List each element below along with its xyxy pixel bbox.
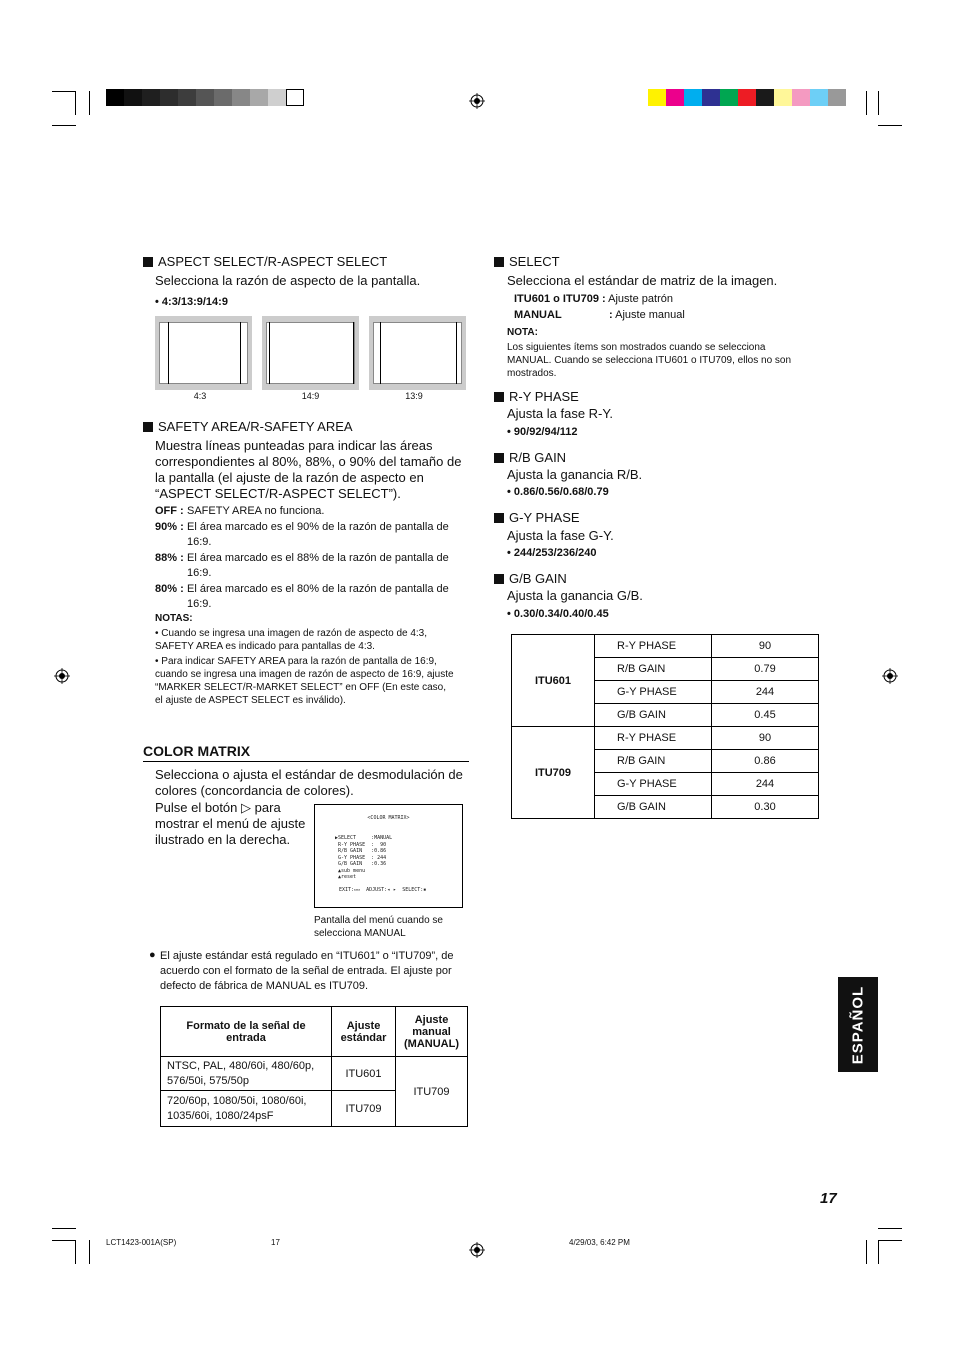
bullet-dot-icon: ● — [149, 949, 156, 961]
menu-line: ▲sub menu — [335, 867, 366, 874]
bullet-square-icon — [494, 453, 504, 463]
color-swatch — [756, 89, 774, 106]
nota-text: Los siguientes ítems son mostrados cuando se selecciona MANUAL. Cuando se selecciona ITU601 o ITU709, ellos no son mostrados. — [507, 342, 792, 379]
menu-line: G/B GAIN :0.36 — [335, 861, 387, 867]
color-swatch — [232, 89, 250, 106]
menu-caption: Pantalla del menú cuando se selecciona MANUAL — [314, 915, 443, 939]
table-row: ITU601 R-Y PHASE 90 — [512, 635, 819, 658]
select-description: Selecciona el estándar de matriz de la imagen. — [507, 273, 778, 288]
param-description: Ajusta la ganancia G/B. — [507, 588, 643, 603]
param-values: • 90/92/94/112 — [507, 426, 578, 438]
option-row: OFF : SAFETY AREA no funciona. — [155, 505, 325, 517]
table-row: G/B GAIN 0.30 — [512, 796, 819, 819]
safety-area-description: Muestra líneas punteadas para indicar las áreas correspondientes al 80%, 88%, o 90% del tamaño de la pantalla (el ajuste de la razón de aspecto en “ASPECT SELECT/R-ASPECT SELECT”). — [155, 438, 462, 501]
table-row: ITU709 R-Y PHASE 90 — [512, 727, 819, 750]
registration-mark-icon — [469, 93, 485, 109]
color-swatch — [810, 89, 828, 106]
bullet-square-icon — [494, 574, 504, 584]
nota-title: NOTA: — [507, 327, 538, 338]
aspect-screen-14-9 — [262, 316, 359, 390]
color-swatch — [738, 89, 756, 106]
footer-doc-id: LCT1423-001A(SP) — [106, 1238, 177, 1247]
format-table — [160, 1006, 468, 1127]
option-row: 80% : El área marcado es el 80% de la razón de pantalla de 16:9. — [155, 583, 449, 610]
notes-title: NOTAS: — [155, 613, 193, 624]
table-header-row — [161, 1007, 468, 1057]
bullet-square-icon — [494, 392, 504, 402]
color-matrix-title: COLOR MATRIX — [143, 743, 251, 759]
menu-footer: EXIT:▭▭ ADJUST:◂ ▸ SELECT:▪ — [339, 887, 427, 893]
table-row: G/B GAIN 0.45 — [512, 704, 819, 727]
itu601-label: ITU601 — [512, 635, 595, 727]
color-swatch — [286, 89, 304, 106]
bullet-square-icon — [143, 257, 153, 267]
column-header: Ajuste manual (MANUAL) — [396, 1007, 468, 1057]
select-option-row: MANUAL : Ajuste manual — [514, 309, 685, 321]
table-row: G-Y PHASE 244 — [512, 773, 819, 796]
menu-screen — [314, 804, 463, 908]
itu-values-table — [511, 634, 819, 819]
select-option-row: ITU601 o ITU709 : Ajuste patrón — [514, 293, 673, 305]
option-row: 88% : El área marcado es el 88% de la razón de pantalla de 16:9. — [155, 552, 449, 579]
param-heading: G/B GAIN — [494, 571, 567, 586]
registration-mark-icon — [882, 668, 898, 684]
color-matrix-description: Selecciona o ajusta el estándar de desmodulación de colores (concordancia de colores). — [155, 767, 463, 798]
color-swatch — [828, 89, 846, 106]
safety-area-heading: SAFETY AREA/R-SAFETY AREA — [143, 419, 353, 434]
aspect-select-heading: ASPECT SELECT/R-ASPECT SELECT — [143, 254, 387, 269]
table-row: G-Y PHASE 244 — [512, 681, 819, 704]
screen-label-14-9: 14:9 — [301, 391, 320, 401]
press-button-instruction: Pulse el botón ▷ para mostrar el menú de ajuste ilustrado en la derecha. — [155, 800, 306, 847]
menu-line: R-Y PHASE : 90 — [335, 841, 387, 848]
side-tab-label: ESPAÑOL — [849, 985, 867, 1064]
color-swatch — [702, 89, 720, 106]
bullet-square-icon — [143, 422, 153, 432]
color-swatch — [684, 89, 702, 106]
footer-timestamp: 4/29/03, 6:42 PM — [569, 1238, 630, 1247]
itu709-label: ITU709 — [512, 727, 595, 819]
language-side-tab — [838, 977, 878, 1072]
aspect-select-description: Selecciona la razón de aspecto de la pantalla. — [155, 273, 421, 288]
registration-mark-icon — [54, 668, 70, 684]
menu-line: ▲reset — [335, 874, 357, 880]
color-swatch — [124, 89, 142, 106]
right-triangle-icon: ▷ — [241, 800, 252, 815]
color-swatch — [792, 89, 810, 106]
column-header: Formato de la señal de entrada — [161, 1007, 332, 1057]
param-values: • 0.30/0.34/0.40/0.45 — [507, 608, 609, 620]
menu-title: <COLOR MATRIX> — [367, 815, 410, 821]
option-row: 90% : El área marcado es el 90% de la razón de pantalla de 16:9. — [155, 521, 449, 548]
screen-label-13-9: 13:9 — [405, 391, 423, 401]
table-row: 720/60p, 1080/50i, 1080/60i, 1035/60i, 1080/24psF ITU709 — [161, 1091, 468, 1127]
screen-label-4-3: 4:3 — [193, 391, 207, 401]
param-values: • 0.86/0.56/0.68/0.79 — [507, 486, 609, 498]
note-item: • Para indicar SAFETY AREA para la razón de pantalla de 16:9, cuando se ingresa una imagen de razón de aspecto de 16:9, ajuste “MARKER SELECT/R-MARKET SELECT” en OFF (En este caso, el ajuste de ASPECT SELECT es inválido). — [155, 656, 454, 706]
menu-line: G-Y PHASE : 244 — [335, 854, 387, 861]
registration-mark-icon — [469, 1242, 485, 1258]
color-swatch — [774, 89, 792, 106]
color-swatch — [160, 89, 178, 106]
bullet-square-icon — [494, 513, 504, 523]
color-swatch — [106, 89, 124, 106]
aspect-screen-13-9 — [369, 316, 466, 390]
table-row: NTSC, PAL, 480/60i, 480/60p, 576/50i, 575/50p ITU601 ITU709 — [161, 1057, 468, 1091]
param-description: Ajusta la fase G-Y. — [507, 528, 614, 543]
color-swatch — [178, 89, 196, 106]
param-description: Ajusta la ganancia R/B. — [507, 467, 643, 482]
param-values: • 244/253/236/240 — [507, 547, 597, 559]
color-swatch — [666, 89, 684, 106]
title-rule — [143, 761, 469, 762]
footer-page: 17 — [271, 1238, 280, 1247]
standard-note: ● El ajuste estándar está regulado en “ITU601” o “ITU709”, de acuerdo con el formato de la señal de entrada. El ajuste por defecto de fábrica de MANUAL es ITU709. — [149, 949, 454, 992]
param-heading: G-Y PHASE — [494, 510, 580, 525]
color-swatch — [142, 89, 160, 106]
color-swatch — [268, 89, 286, 106]
color-swatch — [214, 89, 232, 106]
menu-line: ▶SELECT :MANUAL — [335, 835, 393, 841]
param-description: Ajusta la fase R-Y. — [507, 406, 613, 421]
safety-area-options — [155, 504, 469, 613]
aspect-screen-4-3 — [155, 316, 252, 390]
color-swatch — [250, 89, 268, 106]
page-number: 17 — [820, 1190, 837, 1207]
color-swatch — [196, 89, 214, 106]
table-row: R/B GAIN 0.86 — [512, 750, 819, 773]
param-heading: R/B GAIN — [494, 450, 566, 465]
color-swatch — [720, 89, 738, 106]
param-heading: R-Y PHASE — [494, 389, 579, 404]
bullet-square-icon — [494, 257, 504, 267]
menu-line: R/B GAIN :0.86 — [335, 848, 387, 854]
color-swatch — [648, 89, 666, 106]
column-header: Ajuste estándar — [332, 1007, 396, 1057]
aspect-select-values: • 4:3/13:9/14:9 — [155, 296, 228, 308]
table-row: R/B GAIN 0.79 — [512, 658, 819, 681]
select-heading: SELECT — [494, 254, 560, 269]
note-item: • Cuando se ingresa una imagen de razón de aspecto de 4:3, SAFETY AREA es indicado para pantallas de 4:3. — [155, 628, 428, 652]
